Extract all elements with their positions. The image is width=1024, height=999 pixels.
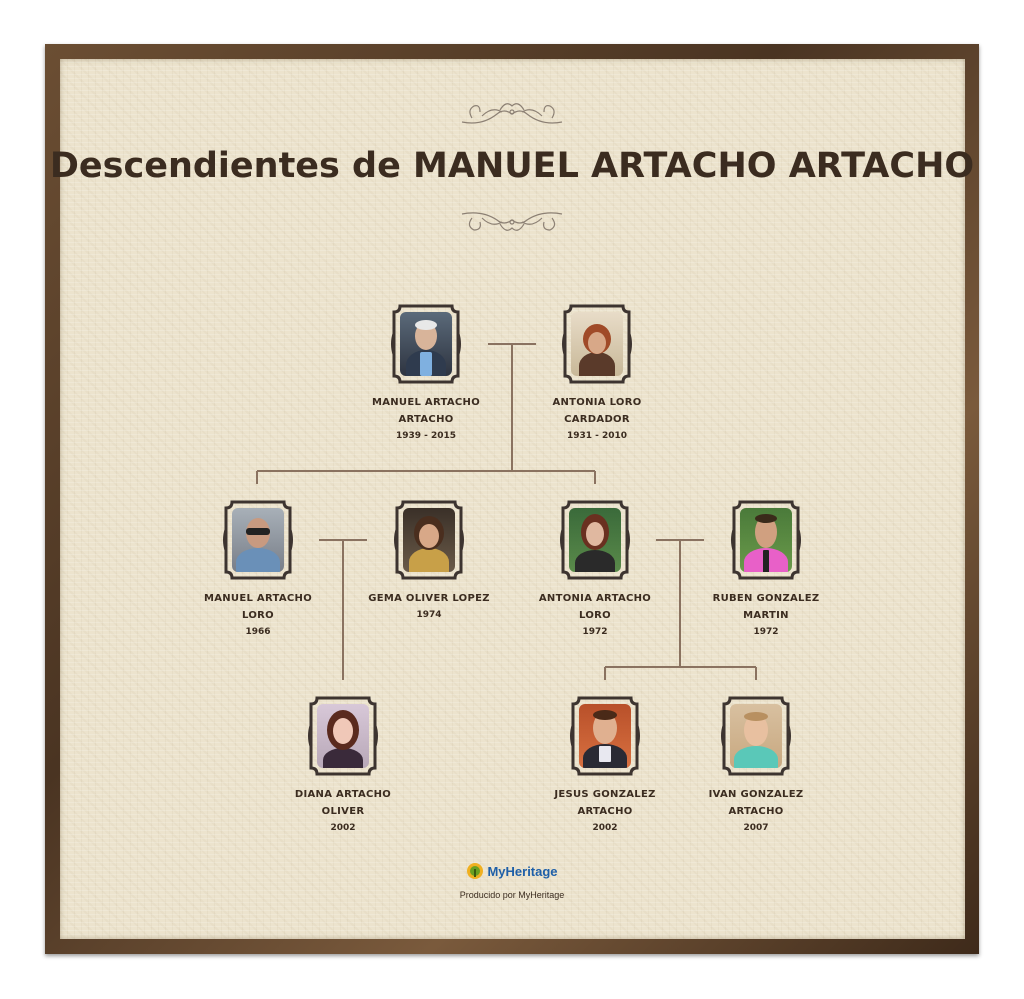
photo-frame: [573, 698, 637, 774]
person-manuel-artacho-loro[interactable]: [188, 502, 328, 640]
ornate-frame-icon: [222, 498, 294, 582]
ornate-frame-icon: [559, 498, 631, 582]
page-title: Descendientes de MANUEL ARTACHO ARTACHO: [49, 146, 975, 186]
person-antonia-artacho-loro[interactable]: [525, 502, 665, 640]
person-name: IVAN GONZALEZ ARTACHO: [708, 789, 804, 817]
credit-text: Producido por MyHeritage: [459, 890, 565, 900]
person-years: 1974: [416, 610, 442, 620]
person-years: 1966: [245, 627, 271, 637]
person-antonia-loro-cardador[interactable]: [527, 306, 667, 444]
photo-frame: [563, 502, 627, 578]
photo-frame: [565, 306, 629, 382]
person-name: ANTONIA LORO CARDADOR: [552, 397, 642, 425]
person-years: 2002: [592, 823, 618, 833]
person-years: 1972: [753, 627, 779, 637]
person-years: 1931 - 2010: [566, 431, 628, 441]
photo-frame: [311, 698, 375, 774]
person-gema-oliver-lopez[interactable]: [359, 502, 499, 623]
person-name: ANTONIA ARTACHO LORO: [538, 593, 652, 621]
brand-logo-text: MyHeritage: [487, 863, 558, 879]
ornate-frame-icon: [569, 694, 641, 778]
ornate-frame-icon: [561, 302, 633, 386]
top-flourish-ornament: [452, 92, 572, 132]
photo-frame: [394, 306, 458, 382]
photo-frame: [734, 502, 798, 578]
person-years: 2002: [330, 823, 356, 833]
ornate-frame-icon: [390, 302, 462, 386]
ornate-frame-icon: [307, 694, 379, 778]
person-name: RUBEN GONZALEZ MARTIN: [712, 593, 820, 621]
person-diana-artacho-oliver[interactable]: [273, 698, 413, 836]
person-manuel-artacho-artacho[interactable]: [356, 306, 496, 444]
person-years: 2007: [743, 823, 769, 833]
brand-logo[interactable]: [0, 862, 1024, 884]
photo-frame: [226, 502, 290, 578]
person-name: DIANA ARTACHO OLIVER: [294, 789, 392, 817]
ornate-frame-icon: [393, 498, 465, 582]
person-name: MANUEL ARTACHO LORO: [203, 593, 313, 621]
bottom-flourish-ornament: [452, 200, 572, 240]
person-name: JESUS GONZALEZ ARTACHO: [554, 789, 656, 817]
person-name: GEMA OLIVER LOPEZ: [368, 593, 490, 604]
ornate-frame-icon: [720, 694, 792, 778]
person-ruben-gonzalez-martin[interactable]: [696, 502, 836, 640]
person-ivan-gonzalez-artacho[interactable]: [686, 698, 826, 836]
person-jesus-gonzalez-artacho[interactable]: [535, 698, 675, 836]
myheritage-logo-icon: [466, 862, 484, 880]
photo-frame: [397, 502, 461, 578]
paper-background: [60, 59, 965, 939]
person-name: MANUEL ARTACHO ARTACHO: [371, 397, 481, 425]
ornate-frame-icon: [730, 498, 802, 582]
person-years: 1972: [582, 627, 608, 637]
photo-frame: [724, 698, 788, 774]
person-years: 1939 - 2015: [395, 431, 457, 441]
